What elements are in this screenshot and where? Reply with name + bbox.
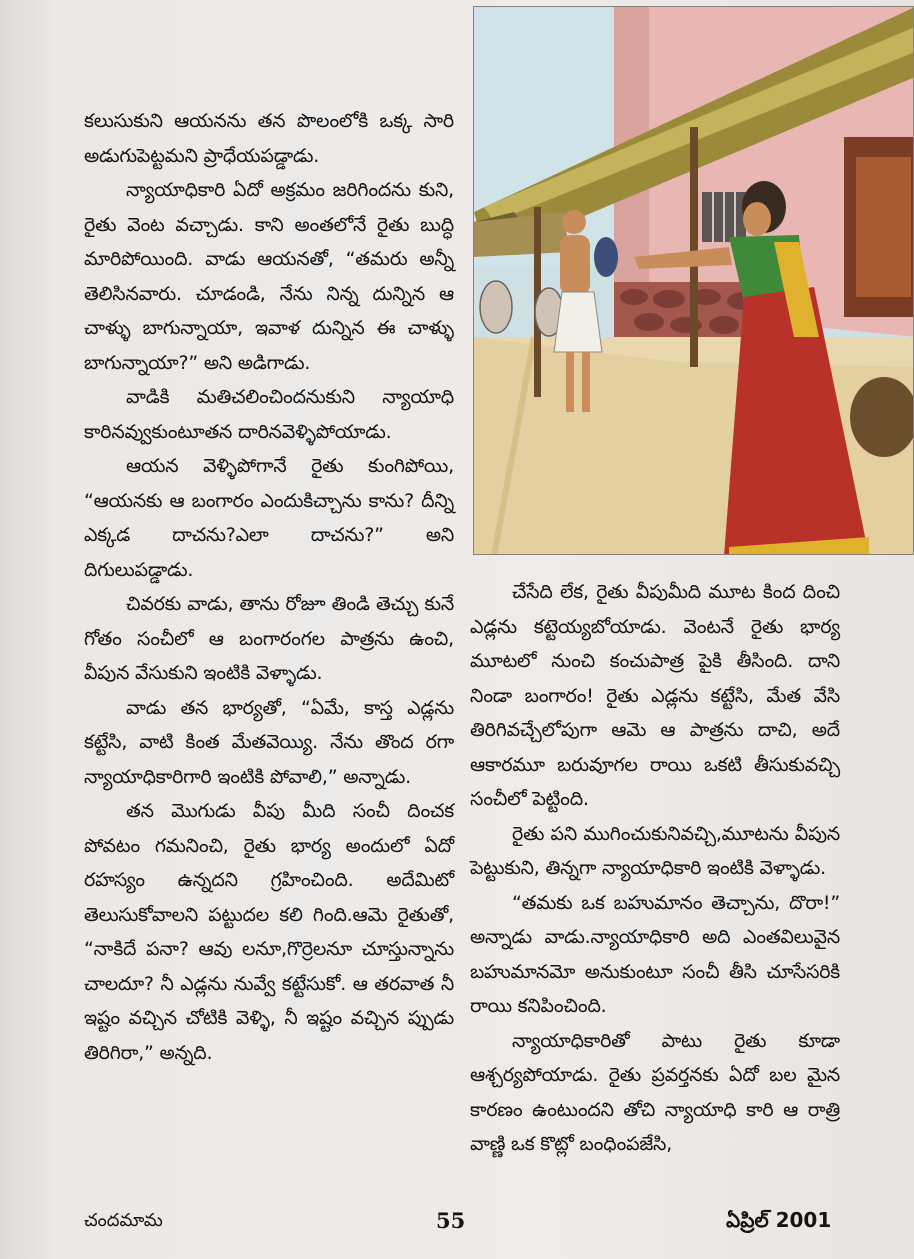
- paragraph: న్యాయాధికారి ఏదో అక్రమం జరిగిందను కుని, రైతు వెంట వచ్చాడు. కాని అంతలోనే రైతు బుద్ధి మారిపోయింది. వాడు ఆయనతో, “తమరు అన్నీ తెలిసినవారు. చూడండి, నేను నిన్న దున్నిన ఆ చాళ్ళు బాగున్నాయా, ఇవాళ దున్నిన ఈ చాళ్ళు బాగున్నాయా?” అని అడిగాడు.: [84, 179, 454, 374]
- paragraph: కలుసుకుని ఆయనను తన పొలంలోకి ఒక్క సారి అడుగుపెట్టమని ప్రాధేయపడ్డాడు.: [84, 110, 454, 167]
- paragraph: తన మొగుడు వీపు మీది సంచీ దించక పోవటం గమనించి, రైతు భార్య అందులో ఏదో రహస్యం ఉన్నదని గ్రహించింది. అదేమిటో తెలుసుకోవాలని పట్టుదల కలి గింది.ఆమె రైతుతో, “నాకిదే పనా? ఆవు లనూ,గొర్రెలనూ చూస్తున్నాను చాలదూ? నీ ఎడ్లను నువ్వే కట్టేసుకో. ఆ తరవాత నీ ఇష్టం వచ్చిన చోటికి వెళ్ళి, నీ ఇష్టం వచ్చిన ప్పుడు తిరిగిరా,” అన్నది.: [84, 800, 454, 1064]
- village-scene-illustration: [474, 7, 914, 555]
- paragraph: న్యాయాధికారితో పాటు రైతు కూడా ఆశ్చర్యపోయాడు. రైతు ప్రవర్తనకు ఏదో బల మైన కారణం ఉంటుందని తోచి న్యాయాధి కారి ఆ రాత్రి వాణ్ణి ఒక కొట్లో బంధింపజేసి,: [470, 1029, 840, 1155]
- page-number: 55: [436, 1208, 466, 1233]
- paragraph: రైతు పని ముగించుకునివచ్చి,మూటను వీపున పెట్టుకుని, తిన్నగా న్యాయాధికారి ఇంటికి వెళ్ళాడు.: [470, 822, 840, 879]
- paragraph: “తమకు ఒక బహుమానం తెచ్చాను, దొరా!” అన్నాడు వాడు.న్యాయాధికారి అది ఎంతవిలువైన బహుమానమో అనుకుంటూ సంచీ తీసి చూసేసరికి రాయి కనిపించింది.: [470, 891, 840, 1017]
- magazine-name: చందమామ: [84, 1210, 163, 1231]
- paragraph: చేసేది లేక, రైతు వీపుమీది మూట కింద దించి ఎడ్లను కట్టెయ్యబోయాడు. వెంటనే రైతు భార్య మూటలో నుంచి కంచుపాత్ర పైకి తీసింది. దాని నిండా బంగారం! రైతు ఎడ్లను కట్టేసి, మేత వేసి తిరిగివచ్చేలోపుగా ఆమె ఆ పాత్రను దాచి, అదే ఆకారమూ బరువూగల రాయి ఒకటి తీసుకువచ్చి సంచీలో పెట్టింది.: [470, 581, 840, 810]
- paragraph: చివరకు వాడు, తాను రోజూ తిండి తెచ్చు కునే గోతం సంచీలో ఆ బంగారంగల పాత్రను ఉంచి, వీపున వేసుకుని ఇంటికి వెళ్ళాడు.: [84, 593, 454, 684]
- issue-date: ఏప్రిల్ 2001: [726, 1208, 832, 1232]
- right-text-column: [470, 575, 840, 1162]
- story-illustration: [473, 6, 914, 555]
- left-text-column: [84, 104, 454, 1070]
- paragraph: ఆయన వెళ్ళిపోగానే రైతు కుంగిపోయి, “ఆయనకు ఆ బంగారం ఎందుకిచ్చాను కాను? దీన్ని ఎక్కడ దాచను?ఎలా దాచను?” అని దిగులుపడ్డాడు.: [84, 455, 454, 581]
- paragraph: వాడికి మతిచలించిందనుకుని న్యాయాధి కారినవ్వుకుంటూతన దారినవెళ్ళిపోయాడు.: [84, 386, 454, 443]
- paragraph: వాడు తన భార్యతో, “ఏమే, కాస్త ఎడ్లను కట్టేసి, వాటి కింత మేతవెయ్యి. నేను తొంద రగా న్యాయాధికారిగారి ఇంటికి పోవాలి,” అన్నాడు.: [84, 696, 454, 788]
